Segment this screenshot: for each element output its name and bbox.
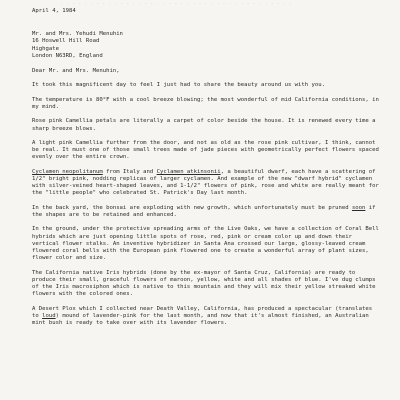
- letter-date: April 4, 1984: [32, 8, 76, 14]
- recipient-street: 16 Hoswell Hill Road: [32, 38, 100, 45]
- paragraph-3: Rose pink Camellia petals are literally a carpet of color beside the house. It is renewed every time a sharp breeze blows.: [32, 118, 376, 132]
- cyclamen-neopolitanum: Cyclamen neopolitanum: [32, 168, 103, 175]
- recipient-name: Mr. and Mrs. Yehudi Menuhin: [32, 31, 123, 38]
- paragraph-6: [32, 205, 380, 219]
- paragraph-5-mid: from Italy and: [102, 168, 157, 175]
- bleed-through-text: . . . . . . . . . . . . . . . . . . . . . . . . . . . . . . . . . . . . . . .: [60, 0, 292, 6]
- paragraph-1: It took this magnificent day to feel I just had to share the beauty around us with you.: [32, 82, 325, 89]
- paragraph-7: In the ground, under the protective spreading arms of the Live Oaks, we have a collection of Coral Bell hybrids which are just opening little spots of rose, red, pink or cream color up and down their vertical flower stalks. An inventive hybridizer in Santa Ana crossed our large, glossy-leaved cream flowered coral bells with the European pink flowered one to create a wonderful array of plant sizes, flower color and size.: [32, 226, 379, 262]
- underlined-loud: loud: [42, 312, 56, 319]
- paragraph-2: The temperature is 80°F with a cool breeze blowing; the most wonderful of mid California conditions, in my mind.: [32, 96, 379, 110]
- paragraph-8: The California native Iris hybrids (done by the ex-mayor of Santa Cruz, California) are ready to produce their small, graceful flowers of maroon, yellow, white and all shades of blue. I've dug clumps of the Iris macrosiphon which is native to this mountain and they will mix their yellow streaked white flowers with the colored ones.: [32, 269, 376, 298]
- cyclamen-atkinsonii: Cyclamen atkinsonii: [156, 168, 221, 175]
- recipient-address: [32, 31, 380, 60]
- salutation: Dear Mr. and Mrs. Menuhin,: [32, 67, 120, 74]
- recipient-city: London N63RD, England: [32, 52, 103, 59]
- paragraph-6-b: if the shapes are to be retained and enhanced.: [32, 204, 376, 218]
- paragraph-9: [32, 306, 380, 328]
- paragraph-4: A light pink Camellia further from the door, and not as old as the rose pink cultivar, I think, cannot be real. It must one of those small trees made of jade pieces with geometrically perfect flowers spaced evenly over the entire crown.: [32, 139, 379, 161]
- paragraph-9-b: ) mound of lavender-pink for the last month, and now that it's almost finished, an Australian mint bush is ready to take over with its lavender flowers.: [32, 312, 369, 326]
- underlined-soon: soon: [351, 204, 366, 211]
- recipient-area: Highgate: [32, 45, 59, 52]
- paragraph-6-a: In the back yard, the bonsai are exploding with new growth, which unfortunately must be pruned: [32, 204, 352, 211]
- paragraph-9-a: A Desert Plox which I collected near Death Valley, California, has produced a spectacular (translates to: [32, 305, 373, 319]
- paragraph-5: [32, 169, 380, 198]
- paragraph-5-rest: , a beautiful dwarf, each have a scattering of 1/2" bright pink, nodding replicas of larger cyclamen. And example of the new "dwarf hybrid" cyclamen with silver-veined heart-shaped leaves, and 1-1/2" flowers of pink, rose and white are really meant for the "little people" who celebrated St. Patrick's Day last month.: [32, 168, 379, 197]
